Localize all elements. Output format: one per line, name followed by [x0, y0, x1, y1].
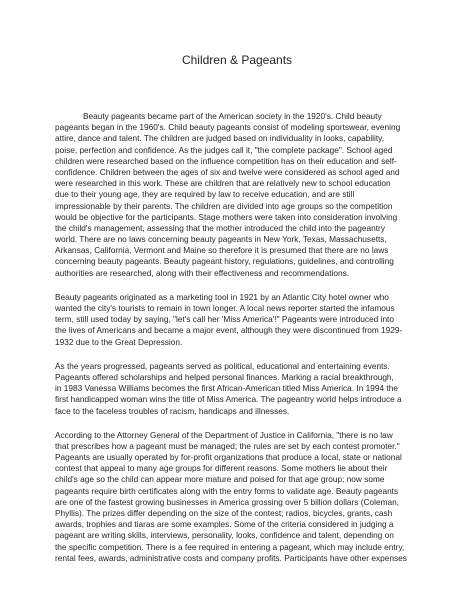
text-line: Phyllis). The prizes differ depending on the size of the contest; radios, bicycles, grants, cash	[55, 508, 393, 518]
text-line: rental fees, awards, administrative costs and company profits. Participants have other expenses	[55, 552, 407, 563]
text-line: child's age so the child can appear more mature and poised for that age group; now some	[55, 474, 385, 485]
text-line: due to their young age, they are required by law to receive education, and are still	[55, 189, 355, 200]
text-line: Pageants offered scholarships and helped personal finances. Marking a racial breakthrough,	[55, 371, 394, 382]
text-line: term, still used today by saying, "let's call her 'Miss America'!" Pageants were introduced into	[55, 314, 394, 325]
text-line: pageants began in the 1960's. Child beauty pageants consist of modeling sportswear, evening	[55, 122, 401, 133]
text-line: confidence. Children between the ages of six and twelve were considered as school aged and	[55, 166, 400, 177]
paragraph-introduction	[55, 111, 433, 279]
text-line: contest that appeal to many age groups for different reasons. Some mothers lie about their	[55, 463, 388, 474]
text-line: the child's management, assessing that the mother introduced the child into the pageantry	[55, 222, 385, 233]
paragraph-history	[55, 292, 433, 348]
text-line: that prescribes how a pageant must be managed; the rules are set by each contest promoter."	[55, 440, 400, 451]
document-title: Children & Pageants	[181, 53, 293, 67]
text-line: were researched in this work. These are children that are relatively new to school education	[55, 178, 391, 189]
text-line: world. There are no laws concerning beauty pageants in New York, Texas, Massachusetts,	[55, 234, 387, 245]
text-line: the lives of Americans and became a major event, although they were discontinued from 1929-	[55, 325, 403, 336]
text-line: face to the faceless troubles of racism, handicaps and illnesses.	[55, 405, 290, 416]
text-line: Arkansas, California, Vermont and Maine so therefore it is presumed that there are no laws	[55, 245, 389, 256]
text-line: would be objective for the participants. Stage mothers were taken into consideration involving	[55, 211, 398, 222]
text-line: Pageants are usually operated by for-profit organizations that produce a local, state or national	[55, 452, 402, 463]
text-line: wanted the city's tourists to remain in town longer. A local news reporter started the infamous	[55, 303, 395, 313]
text-line: Beauty pageants became part of the American society in the 1920's. Child beauty	[83, 111, 382, 121]
text-line: According to the Attorney General of the Department of Justice in California, "there is no law	[55, 429, 393, 440]
text-line: awards, trophies and tiaras are some examples. Some of the criteria considered in judging a	[55, 519, 394, 530]
document-body	[55, 111, 433, 577]
text-line: Beauty pageants originated as a marketing tool in 1921 by an Atlantic City hotel owner who	[55, 291, 389, 302]
text-line: children were researched based on the influence competition has on their education and self-	[55, 155, 397, 166]
text-line: in 1983 Vanessa Williams becomes the first African-American titled Miss America. In 1994 the	[55, 383, 398, 394]
text-line: pageant are writing skills, interviews, personality, looks, confidence and talent, depending on	[55, 530, 394, 541]
paragraph-progression	[55, 361, 433, 417]
paragraph-regulations	[55, 430, 433, 564]
text-line: are one of the fastest growing businesses in America grossing over 5 billion dollars (Coleman,	[55, 496, 400, 507]
text-line: concerning beauty pageants. Beauty pageant history, regulations, guidelines, and controlling	[55, 256, 394, 267]
text-line: As the years progressed, pageants served as political, educational and entertaining events.	[55, 360, 390, 371]
text-line: pageants require birth certificates along with the entry forms to validate age. Beauty pageants	[55, 485, 399, 496]
text-line: the specific competition. There is a fee required in entering a pageant, which may include entry,	[55, 541, 405, 552]
text-line: authorities are researched, along with their effectiveness and recommendations.	[55, 267, 350, 278]
text-line: 1932 due to the Great Depression.	[55, 336, 183, 347]
text-line: first handicapped woman wins the title of Miss America. The pageantry world helps introduce a	[55, 394, 402, 405]
text-line: attire, dance and talent. The children are judged based on individuality in looks, capability,	[55, 133, 385, 144]
text-line: poise, perfection and confidence. As the judges call it, "the complete package". School aged	[55, 144, 393, 155]
text-line: impressionable by their parents. The children are divided into age groups so the competition	[55, 200, 393, 211]
